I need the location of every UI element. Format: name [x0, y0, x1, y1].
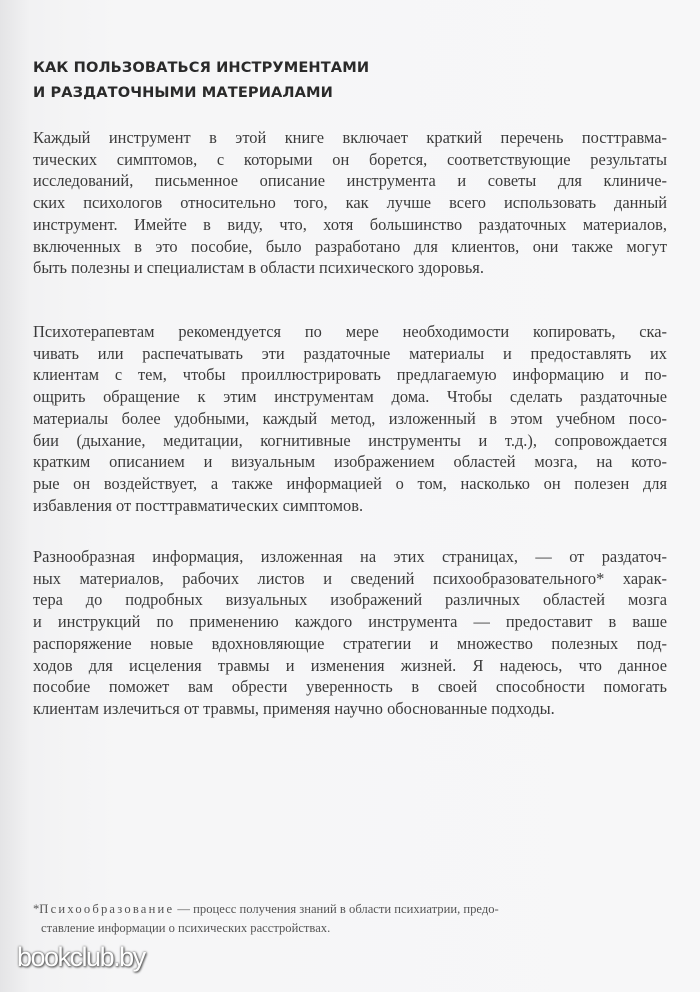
- footnote-mark: *: [33, 902, 40, 916]
- text-line: ходов для исцеления травмы и изменения жизней. Я надеюсь, что данное: [33, 655, 667, 675]
- paragraph-3: [33, 546, 667, 720]
- text-line: Каждый инструмент в этой книге включает краткий перечень посттравма-: [33, 128, 667, 147]
- heading-line: И РАЗДАТОЧНЫМИ МАТЕРИАЛАМИ: [33, 84, 333, 101]
- text-line: тера до подробных визуальных изображений различных областей мозга: [33, 590, 667, 610]
- text-line: кратким описанием и визуальным изображением областей мозга, на кото-: [33, 452, 667, 472]
- section-heading: [33, 55, 369, 105]
- text-line: тических симптомов, с которыми он борется, соответствующие результаты: [33, 149, 667, 169]
- text-line: клиентам с тем, чтобы проиллюстрировать предлагаемую информацию и по-: [33, 365, 667, 385]
- text-line: бии (дыхание, медитации, когнитивные инструменты и т.д.), сопровождается: [33, 430, 667, 450]
- footnote-term: Психообразование: [39, 902, 175, 916]
- text-line: и инструкций по применению каждого инструмента — предоставит в ваше: [33, 612, 667, 632]
- text-line: рые он воздействует, а также информацией о том, насколько он полезен для: [33, 473, 667, 493]
- text-line: клиентам излечиться от травмы, применяя научно обоснованные подходы.: [33, 698, 555, 718]
- text-line: материалы более удобными, каждый метод, изложенный в этом учебном посо-: [33, 408, 667, 428]
- text-line: чивать или распечатывать эти раздаточные материалы и предоставлять их: [33, 343, 667, 363]
- footnote-text: — процесс получения знаний в области психиатрии, предо-: [174, 902, 499, 916]
- text-line: ощрить обращение к этим инструментам дома. Чтобы сделать раздаточные: [33, 387, 667, 407]
- paragraph-1: [33, 127, 667, 279]
- text-line: ских психологов относительно того, как лучше всего использовать данный: [33, 193, 667, 213]
- text-line: инструмент. Имейте в виду, что, хотя большинство раздаточных материалов,: [33, 214, 667, 234]
- text-line: исследований, письменное описание инструмента и советы для клиниче-: [33, 171, 667, 191]
- footnote-text: ставление информации о психических расстройствах.: [41, 921, 331, 935]
- text-line: избавления от посттравматических симптомов.: [33, 495, 364, 515]
- heading-line: КАК ПОЛЬЗОВАТЬСЯ ИНСТРУМЕНТАМИ: [33, 59, 370, 76]
- text-line: включенных в это пособие, было разработано для клиентов, они также могут: [33, 236, 667, 256]
- paragraph-2: [33, 321, 667, 516]
- footnote: [33, 900, 667, 938]
- text-line: ных материалов, рабочих листов и сведений психообразовательного* харак-: [33, 568, 667, 588]
- text-line: Разнообразная информация, изложенная на этих страницах, — от раздаточ-: [33, 547, 667, 566]
- watermark: bookclub.by: [17, 942, 145, 972]
- text-line: быть полезны и специалистам в области психического здоровья.: [33, 258, 484, 278]
- text-line: распоряжение новые вдохновляющие стратегии и множество полезных под-: [33, 633, 667, 653]
- text-line: пособие поможет вам обрести уверенность в своей способности помогать: [33, 677, 667, 697]
- text-line: Психотерапевтам рекомендуется по мере необходимости копировать, ска-: [33, 322, 667, 341]
